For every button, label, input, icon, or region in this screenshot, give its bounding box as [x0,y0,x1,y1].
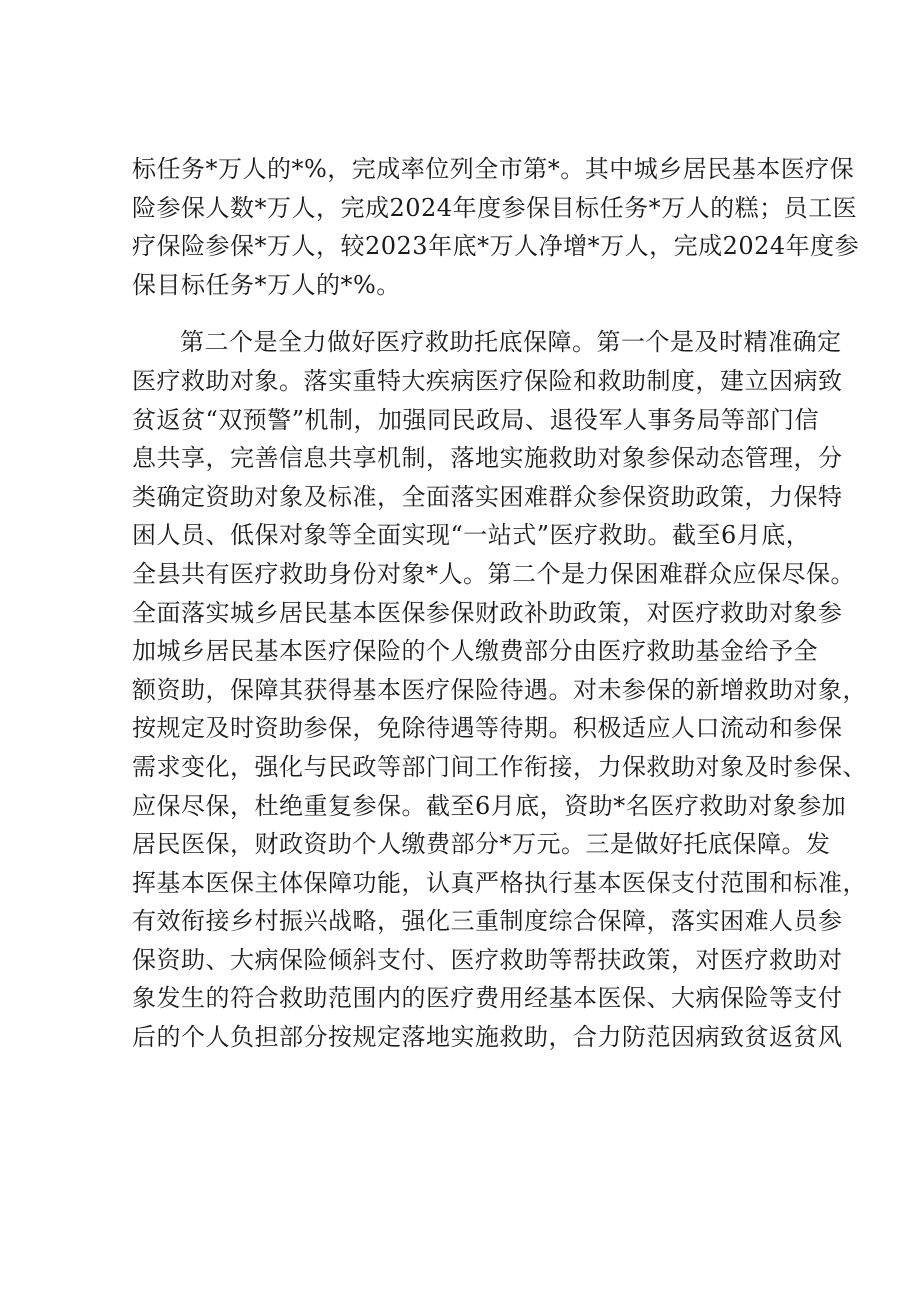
text-line: 息共享，完善信息共享机制，落地实施救助对象参保动态管理，分 [132,444,843,473]
text-line: 保资助、大病保险倾斜支付、医疗救助等帮扶政策，对医疗救助对 [132,945,843,974]
text-line: 应保尽保，杜绝重复参保。截至6月底，资助*名医疗救助对象参加 [132,791,847,820]
paragraph-1 [132,150,860,304]
text-line: 加城乡居民基本医疗保险的个人缴费部分由医疗救助基金给予全 [132,637,818,666]
paragraph-spacer [132,304,798,323]
text-line: 额资助，保障其获得基本医疗保险待遇。对未参保的新增救助对象， [132,675,867,704]
text-line: 象发生的符合救助范围内的医疗费用经基本医保、大病保险等支付 [132,984,843,1013]
text-line: 居民医保，财政资助个人缴费部分*万元。三是做好托底保障。发 [132,830,831,859]
document-body [132,150,867,1057]
text-line: 有效衔接乡村振兴战略，强化三重制度综合保障，落实困难人员参 [132,907,843,936]
text-line: 困人员、低保对象等全面实现“一站式”医疗救助。截至6月底， [132,521,811,550]
text-line: 保目标任务*万人的*%。 [132,270,401,299]
text-line: 第二个是全力做好医疗救助托底保障。第一个是及时精准确定 [180,328,842,357]
text-line: 类确定资助对象及标准，全面落实困难群众参保资助政策，力保特 [132,482,843,511]
text-line: 全县共有医疗救助身份对象*人。第二个是力保困难群众应保尽保。 [132,559,855,588]
text-line: 需求变化，强化与民政等部门间工作衔接，力保救助对象及时参保、 [132,752,867,781]
text-line: 险参保人数*万人，完成2024年度参保目标任务*万人的糕；员工医 [132,193,858,222]
text-line: 按规定及时资助参保，免除待遇等待期。积极适应人口流动和参保 [132,714,843,743]
text-line: 全面落实城乡居民基本医保参保财政补助政策，对医疗救助对象参 [132,598,843,627]
text-line: 疗保险参保*万人，较2023年底*万人净增*万人，完成2024年度参 [132,232,860,261]
paragraph-2 [132,323,867,1056]
text-line: 标任务*万人的*%，完成率位列全市第*。其中城乡居民基本医疗保 [132,155,855,183]
text-line: 医疗救助对象。落实重特大疾病医疗保险和救助制度，建立因病致 [132,366,843,395]
text-line: 贫返贫“双预警”机制，加强同民政局、退役军人事务局等部门信 [132,405,820,434]
text-line: 后的个人负担部分按规定落地实施救助，合力防范因病致贫返贫风 [132,1023,843,1052]
text-line: 挥基本医保主体保障功能，认真严格执行基本医保支付范围和标准， [132,868,867,897]
